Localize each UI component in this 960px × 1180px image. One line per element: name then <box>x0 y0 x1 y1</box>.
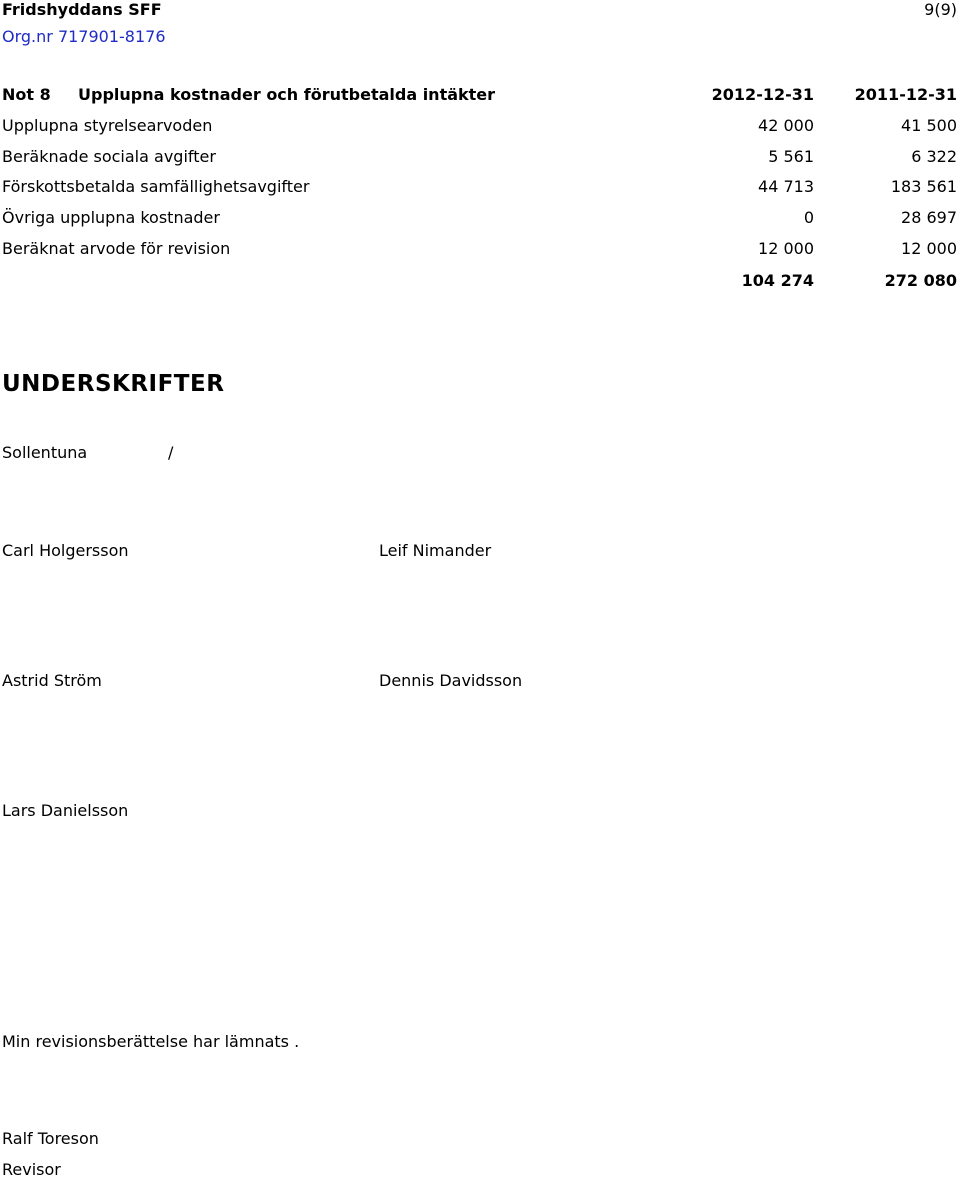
table-row <box>0 147 960 167</box>
page-number: 9(9) <box>924 0 957 19</box>
signer-name: Dennis Davidsson <box>379 671 523 690</box>
signature-place: Sollentuna <box>2 443 88 462</box>
signer-name: Astrid Ström <box>2 671 102 690</box>
total-2011: 272 080 <box>884 271 957 290</box>
row-value-2011: 41 500 <box>901 116 957 135</box>
row-value-2012: 5 561 <box>768 147 814 166</box>
signer-name: Leif Nimander <box>379 541 492 560</box>
row-label: Beräknat arvode för revision <box>2 239 231 258</box>
auditor-name: Ralf Toreson <box>2 1129 99 1148</box>
column-header-2012: 2012-12-31 <box>711 85 814 104</box>
row-label: Upplupna styrelsearvoden <box>2 116 213 135</box>
row-value-2012: 0 <box>803 208 814 227</box>
row-value-2011: 28 697 <box>901 208 957 227</box>
auditor-title: Revisor <box>2 1160 61 1179</box>
date-separator: / <box>168 443 174 462</box>
org-number: Org.nr 717901-8176 <box>2 27 166 46</box>
row-label: Övriga upplupna kostnader <box>2 208 220 227</box>
column-header-2011: 2011-12-31 <box>854 85 957 104</box>
row-value-2011: 6 322 <box>911 147 957 166</box>
note-header-row <box>0 85 960 105</box>
signer-name: Carl Holgersson <box>2 541 129 560</box>
table-row <box>0 208 960 228</box>
note-title: Upplupna kostnader och förutbetalda intäkter <box>78 85 496 104</box>
row-label: Förskottsbetalda samfällighetsavgifter <box>2 177 310 196</box>
row-value-2012: 42 000 <box>758 116 814 135</box>
audit-statement: Min revisionsberättelse har lämnats . <box>2 1032 300 1051</box>
signatures-heading: UNDERSKRIFTER <box>2 371 225 397</box>
row-value-2012: 12 000 <box>758 239 814 258</box>
row-value-2012: 44 713 <box>758 177 814 196</box>
note-number: Not 8 <box>2 85 51 104</box>
total-row <box>0 271 960 291</box>
row-label: Beräknade sociala avgifter <box>2 147 216 166</box>
company-name: Fridshyddans SFF <box>2 0 162 19</box>
row-value-2011: 183 561 <box>890 177 957 196</box>
total-2012: 104 274 <box>741 271 814 290</box>
table-row <box>0 239 960 259</box>
table-row <box>0 116 960 136</box>
signer-name: Lars Danielsson <box>2 801 129 820</box>
row-value-2011: 12 000 <box>901 239 957 258</box>
table-row <box>0 177 960 197</box>
